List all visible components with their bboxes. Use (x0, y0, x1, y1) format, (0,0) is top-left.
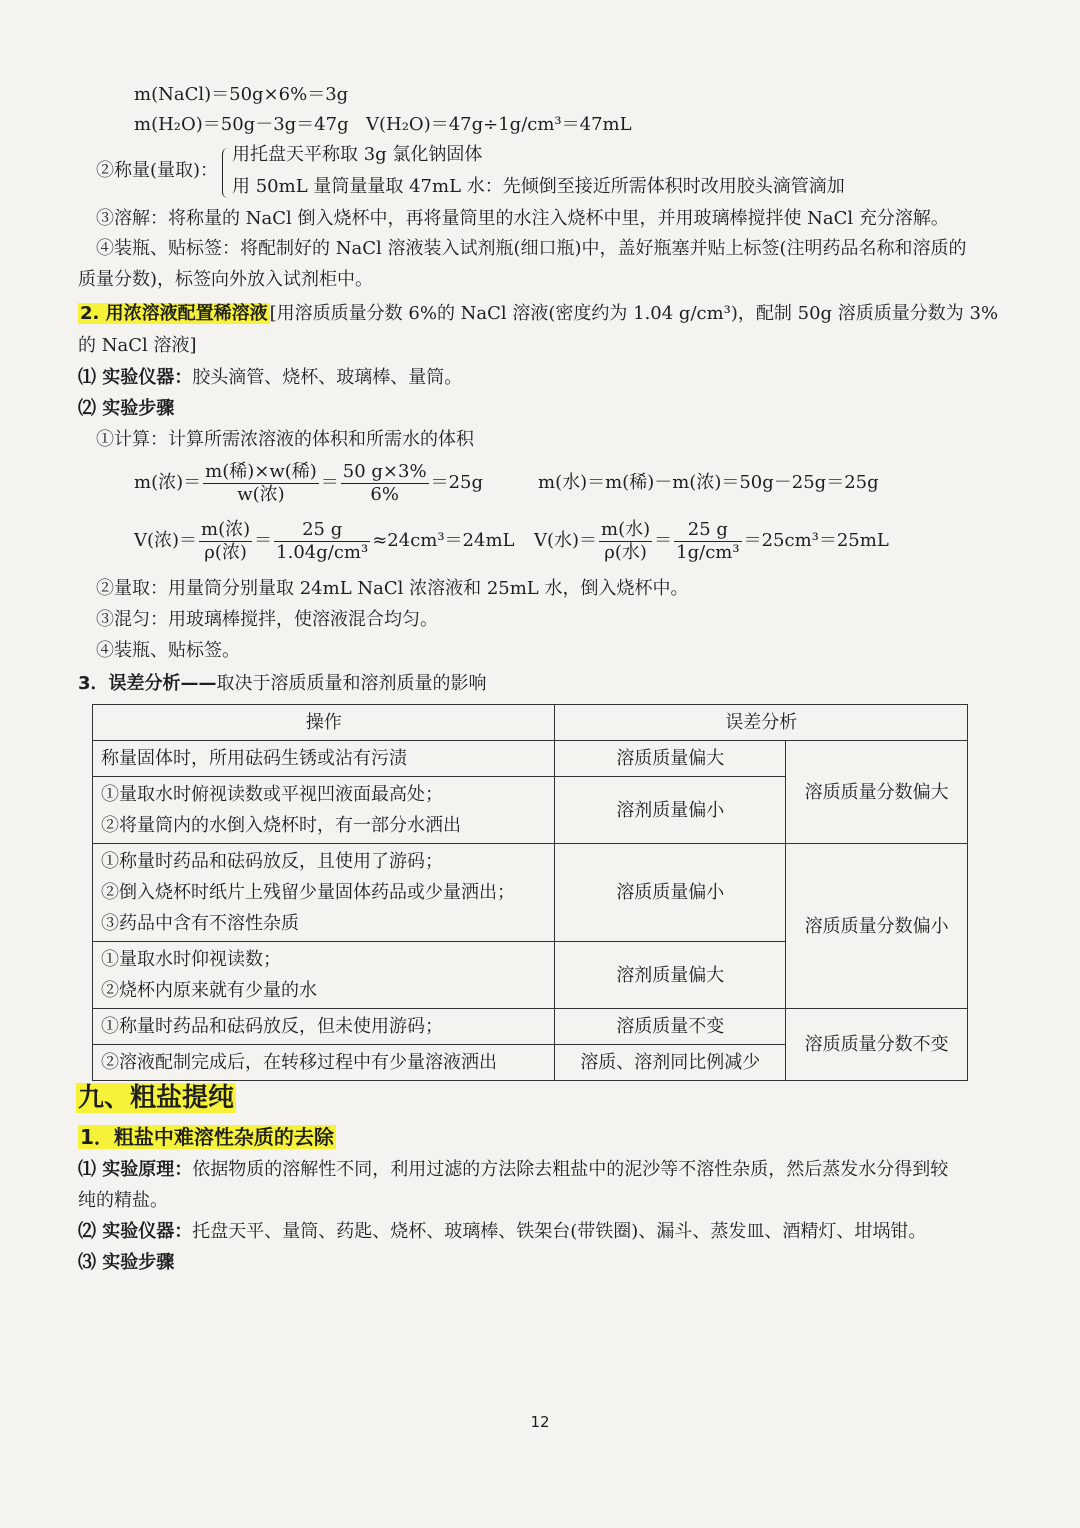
instruments-text: 胶头滴管、烧杯、玻璃棒、量筒。 (192, 367, 463, 388)
table-header-err: 误差分析 (555, 705, 968, 741)
table-cell-effect: 溶质质量不变 (555, 1009, 786, 1045)
weigh-label: ②称量(量取)： (96, 160, 219, 181)
table-header-op: 操作 (93, 705, 555, 741)
op-line: ①量取水时俯视读数或平视凹液面最高处； (101, 784, 443, 805)
table-cell-effect: 溶质质量偏大 (555, 741, 786, 777)
table-cell-op: ②溶液配制完成后，在转移过程中有少量溶液洒出 (93, 1045, 555, 1081)
table-cell-effect: 溶剂质量偏大 (555, 942, 786, 1009)
table-cell-effect: 溶剂质量偏小 (555, 777, 786, 844)
table-cell-result: 溶质质量分数不变 (786, 1009, 968, 1081)
section2-desc-cont: 的 NaCl 溶液] (78, 335, 197, 356)
brace-mark (222, 148, 231, 198)
table-row (93, 741, 968, 777)
error-analysis-table (92, 704, 968, 1081)
fraction (203, 461, 319, 506)
section2-desc: [用溶质质量分数 6%的 NaCl 溶液(密度约为 1.04 g/cm³)，配制 50g 溶质质量分数为 3% (269, 303, 999, 324)
op-line: ③药品中含有不溶性杂质 (101, 913, 299, 934)
steps9-label: ⑶ 实验步骤 (78, 1252, 175, 1273)
principle-label: ⑴ 实验原理： (78, 1159, 193, 1180)
op-line: ②烧杯内原来就有少量的水 (101, 980, 317, 1001)
instruments-line (78, 365, 462, 391)
page-number: 12 (530, 1413, 550, 1431)
principle-line (78, 1157, 948, 1183)
denominator: 1.04g/cm³ (276, 541, 369, 563)
bottle-step-a: ④装瓶、贴标签：将配制好的 NaCl 溶液装入试剂瓶(细口瓶)中，盖好瓶塞并贴上标签(注明药品名称和溶质的 (96, 238, 967, 259)
numerator: 25 g (274, 519, 370, 542)
table-cell-effect: 溶质质量偏小 (555, 844, 786, 942)
calc-m-h2o: m(H₂O)＝50g－3g＝47g (134, 114, 349, 135)
fraction (341, 461, 429, 506)
step-mix: ③混匀：用玻璃棒搅拌，使溶液混合均匀。 (96, 609, 438, 630)
table-cell-op (93, 844, 555, 942)
numerator: 25 g (674, 519, 741, 542)
table-cell-op (93, 777, 555, 844)
fraction (199, 519, 252, 564)
table-header-row (93, 705, 968, 741)
denominator: 1g/cm³ (676, 541, 740, 563)
instr-line (78, 1219, 926, 1245)
step-bottle: ④装瓶、贴标签。 (96, 640, 240, 661)
instr-label: ⑵ 实验仪器： (78, 1221, 193, 1242)
formula-m-conc: m(浓)＝ $\frac{\text{m(稀)×w(稀)}}{\text{w(浓)}}$ ＝ $\frac{50 g\times 3\%}{6\%}$ ＝25g (134, 460, 484, 505)
section9-title: 九、粗盐提纯 (78, 1083, 235, 1113)
op-line: ②倒入烧杯时纸片上残留少量固体药品或少量洒出； (101, 882, 515, 903)
calc-m-nacl: m(NaCl)＝50g×6%＝3g (134, 84, 349, 105)
section9-sub1: 1．粗盐中难溶性杂质的去除 (80, 1125, 334, 1149)
step-calc: ①计算：计算所需浓溶液的体积和所需水的体积 (96, 429, 474, 450)
op-line: ①量取水时仰视读数； (101, 949, 281, 970)
op-line: ②将量筒内的水倒入烧杯时，有一部分水洒出 (101, 815, 461, 836)
formula-v-water-left: V(水)＝ (534, 530, 598, 551)
weigh-line-1: 用托盘天平称取 3g 氯化钠固体 (232, 144, 483, 165)
calc-v-h2o: V(H₂O)＝47g÷1g/cm³＝47mL (366, 114, 632, 135)
bottle-step-b: 质量分数)，标签向外放入试剂柜中。 (78, 269, 374, 290)
principle-text-cont: 纯的精盐。 (78, 1190, 168, 1211)
section3-subtitle: 取决于溶质质量和溶剂质量的影响 (216, 673, 487, 694)
weigh-line-2: 用 50mL 量筒量量取 47mL 水：先倾倒至接近所需体积时改用胶头滴管滴加 (232, 176, 845, 197)
numerator: m(稀)×w(稀) (205, 460, 317, 482)
table-cell-op (93, 942, 555, 1009)
section3-heading: 3．误差分析—— (78, 673, 217, 694)
table-row (93, 844, 968, 942)
formula-v-water: V(水)＝ $\frac{\text{m(水)}}{\text{ρ(水)}}$ ＝ $\frac{25 g}{\text{1g/cm³}}$ ＝25cm³＝25mL (534, 518, 889, 563)
instr-text: 托盘天平、量筒、药匙、烧杯、玻璃棒、铁架台(带铁圈)、漏斗、蒸发皿、酒精灯、坩埚钳。 (192, 1221, 927, 1242)
instruments-label: ⑴ 实验仪器： (78, 367, 193, 388)
table-row (93, 1009, 968, 1045)
denominator: w(浓) (237, 483, 285, 505)
fraction (674, 519, 741, 564)
dissolve-step: ③溶解：将称量的 NaCl 倒入烧杯中，再将量筒里的水注入烧杯中里，并用玻璃棒搅拌使 NaCl 充分溶解。 (96, 208, 949, 229)
fraction (599, 519, 652, 564)
formula-result: ≈24cm³＝24mL (372, 530, 515, 551)
steps-label: ⑵ 实验步骤 (78, 398, 175, 419)
table-cell-effect: 溶质、溶剂同比例减少 (555, 1045, 786, 1081)
numerator: m(水) (601, 518, 651, 540)
table-cell-result: 溶质质量分数偏大 (786, 741, 968, 844)
formula-result: ＝25g (430, 472, 484, 493)
numerator: 50 g×3% (342, 460, 427, 482)
formula-result: ＝25cm³＝25mL (743, 530, 889, 551)
table-cell-op: 称量固体时，所用砝码生锈或沾有污渍 (93, 741, 555, 777)
section2-line (78, 301, 998, 327)
principle-text: 依据物质的溶解性不同，利用过滤的方法除去粗盐中的泥沙等不溶性杂质，然后蒸发水分得到较 (192, 1159, 949, 1180)
step-measure: ②量取：用量筒分别量取 24mL NaCl 浓溶液和 25mL 水，倒入烧杯中。 (96, 578, 689, 599)
table-cell-result: 溶质质量分数偏小 (786, 844, 968, 1009)
section2-heading: 2. 用浓溶液配置稀溶液 (80, 303, 268, 324)
denominator: ρ(浓) (204, 541, 247, 563)
denominator: 6% (370, 483, 399, 505)
numerator: m(浓) (201, 518, 251, 540)
formula-m-conc-left: m(浓)＝ (134, 472, 202, 493)
section3-line (78, 671, 487, 697)
fraction (274, 519, 370, 564)
denominator: ρ(水) (604, 541, 647, 563)
formula-v-conc: V(浓)＝ $\frac{\text{m(浓)}}{\text{ρ(浓)}}$ ＝ $\frac{25 g}{\text{1.04g/cm³}}$ ≈24cm³＝24mL (134, 518, 515, 563)
table-cell-op: ①称量时药品和砝码放反，但未使用游码； (93, 1009, 555, 1045)
formula-v-conc-left: V(浓)＝ (134, 530, 198, 551)
formula-m-water: m(水)＝m(稀)－m(浓)＝50g－25g＝25g (538, 472, 879, 493)
op-line: ①称量时药品和砝码放反，且使用了游码； (101, 851, 443, 872)
